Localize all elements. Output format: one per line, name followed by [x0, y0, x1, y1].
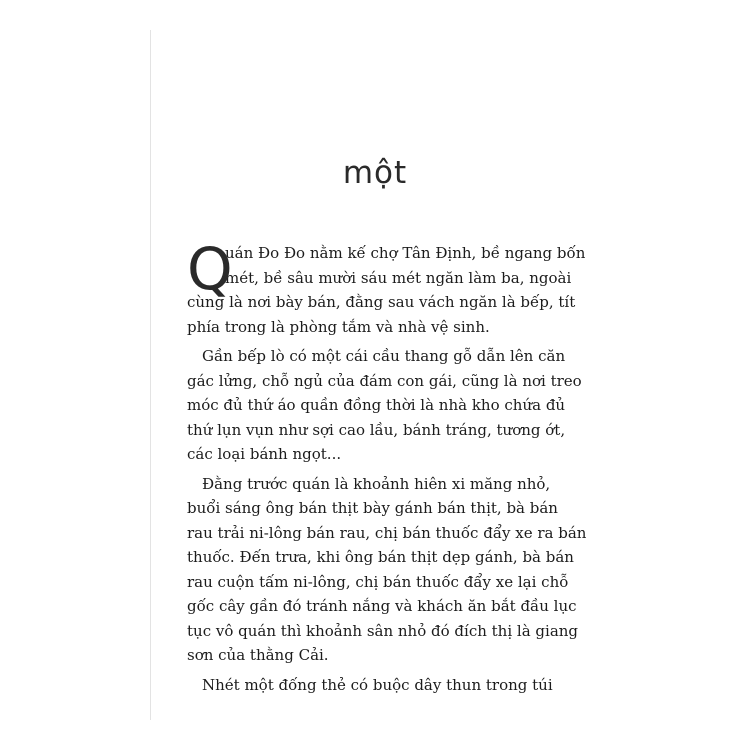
- paragraph-line: móc đủ thứ áo quần đồng thời là nhà kho chứa đủ: [187, 396, 566, 414]
- chapter-title: một: [342, 155, 408, 191]
- paragraph-line: Đằng trước quán là khoảnh hiên xi măng nhỏ,: [202, 474, 551, 493]
- paragraph-line: sơn của thằng Cải.: [187, 646, 329, 664]
- paragraph-line: rau trải ni-lông bán rau, chị bán thuốc đẩy xe ra bán: [187, 523, 587, 542]
- paragraph-4: [187, 673, 553, 698]
- drop-cap: Q: [187, 235, 233, 303]
- paragraph-line: Nhét một đống thẻ có buộc dây thun trong túi: [202, 675, 553, 694]
- page-edge-line: [150, 30, 151, 720]
- paragraph-line: gốc cây gần đó tránh nắng và khách ăn bắt đầu lục: [187, 597, 577, 615]
- paragraph-line: uán Đo Đo nằm kế chợ Tân Định, bề ngang bốn: [225, 244, 586, 262]
- paragraph-2: [187, 344, 582, 467]
- paragraph-line: các loại bánh ngọt...: [187, 445, 342, 463]
- paragraph-line: Gần bếp lò có một cái cầu thang gỗ dẫn lên căn: [202, 347, 566, 365]
- paragraph-line: gác lửng, chỗ ngủ của đám con gái, cũng là nơi treo: [187, 371, 582, 390]
- paragraph-3: [187, 472, 587, 668]
- paragraph-line: buổi sáng ông bán thịt bày gánh bán thịt, bà bán: [187, 499, 558, 517]
- paragraph-line: mét, bề sâu mười sáu mét ngăn làm ba, ngoài: [225, 268, 572, 287]
- paragraph-line: rau cuộn tấm ni-lông, chị bán thuốc đẩy xe lại chỗ: [187, 572, 569, 591]
- paragraph-line: thuốc. Đến trưa, khi ông bán thịt dẹp gánh, bà bán: [187, 548, 574, 566]
- chapter-body: [187, 235, 587, 697]
- paragraph-line: tục vô quán thì khoảnh sân nhỏ đó đích thị là giang: [187, 621, 579, 640]
- paragraph-line: cùng là nơi bày bán, đằng sau vách ngăn là bếp, tít: [187, 293, 576, 311]
- paragraph-line: thứ lụn vụn như sợi cao lầu, bánh tráng, tương ớt,: [187, 420, 566, 439]
- paragraph-1: [187, 235, 586, 339]
- paragraph-line: phía trong là phòng tắm và nhà vệ sinh.: [187, 317, 490, 336]
